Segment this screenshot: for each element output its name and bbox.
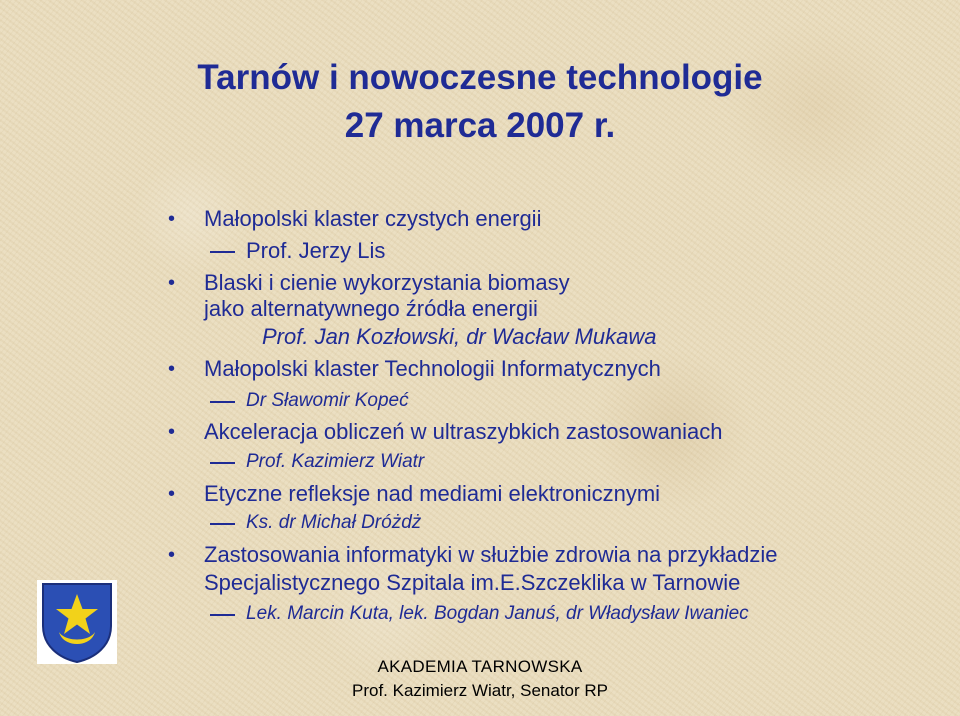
item-1-text: Małopolski klaster czystych energii (204, 206, 542, 231)
item-3-speakers: Dr Sławomir Kopeć (246, 390, 409, 411)
item-1-speakers: Prof. Jerzy Lis (246, 238, 386, 263)
item-6-text-line1: Zastosowania informatyki w służbie zdrowia na przykładzie (204, 542, 778, 567)
dash (210, 462, 235, 464)
tarnow-coat-of-arms-icon (37, 580, 117, 664)
bullet: • (168, 272, 176, 294)
dash (210, 614, 235, 616)
item-3-text: Małopolski klaster Technologii Informatycznych (204, 356, 661, 381)
item-4-speakers: Prof. Kazimierz Wiatr (246, 451, 425, 472)
item-6-text-line2: Specjalistycznego Szpitala im.E.Szczeklika w Tarnowie (204, 570, 741, 595)
item-5-speakers: Ks. dr Michał Dróżdż (246, 512, 422, 533)
bullet: • (168, 544, 176, 566)
bullet: • (168, 421, 176, 443)
dash (210, 251, 235, 253)
dash (210, 523, 235, 525)
footer-author: Prof. Kazimierz Wiatr, Senator RP (351, 681, 609, 700)
item-2-speakers: Prof. Jan Kozłowski, dr Wacław Mukawa (262, 324, 657, 349)
item-2-text-line1: Blaski i cienie wykorzystania biomasy (204, 270, 570, 295)
item-4-text: Akceleracja obliczeń w ultraszybkich zastosowaniach (204, 419, 723, 444)
item-5-text: Etyczne refleksje nad mediami elektronicznymi (204, 481, 661, 506)
dash (210, 401, 235, 403)
item-2-text-line2: jako alternatywnego źródła energii (204, 296, 538, 321)
footer-institution: AKADEMIA TARNOWSKA (377, 657, 583, 676)
bullet: • (168, 483, 176, 505)
bullet: • (168, 208, 176, 230)
slide-title: Tarnów i nowoczesne technologie (197, 58, 763, 97)
slide-date: 27 marca 2007 r. (344, 106, 616, 145)
bullet: • (168, 358, 176, 380)
item-6-speakers: Lek. Marcin Kuta, lek. Bogdan Januś, dr Władysław Iwaniec (246, 603, 749, 624)
